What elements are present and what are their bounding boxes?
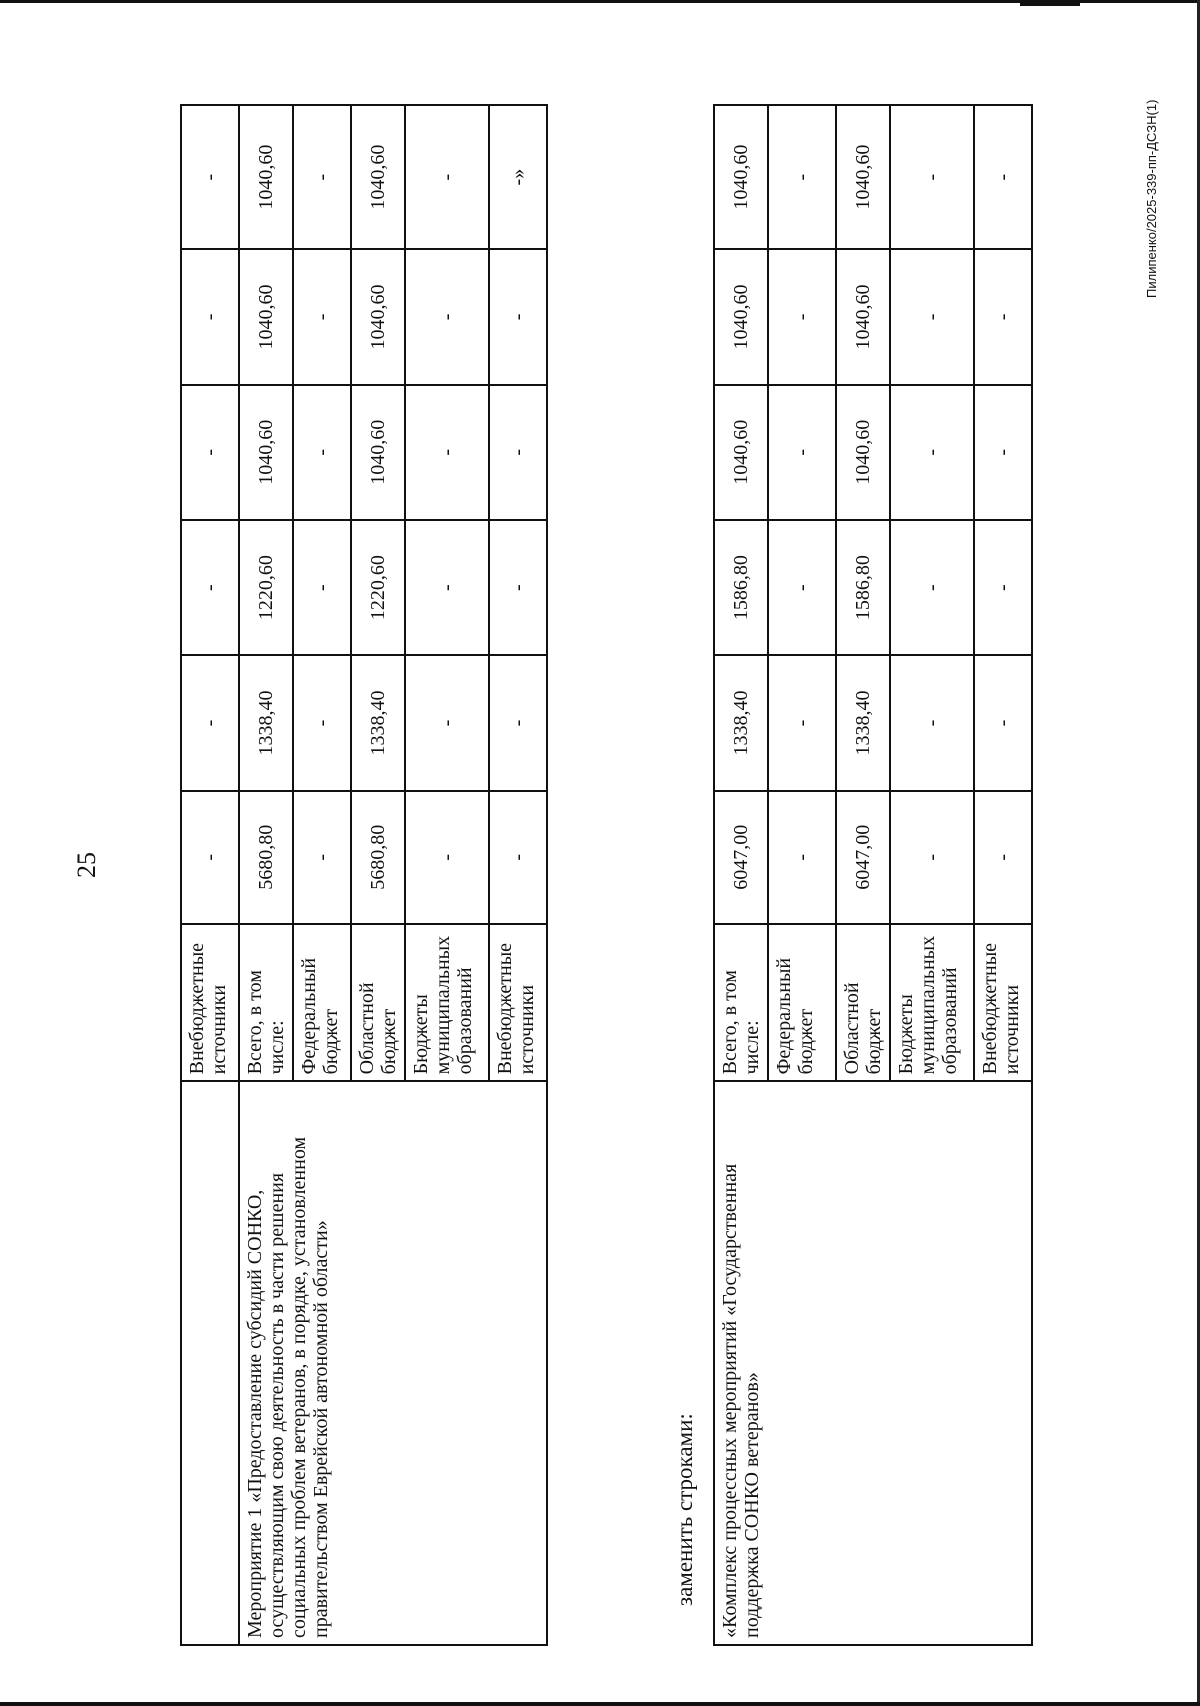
value-cell: 1338,40 — [351, 655, 405, 790]
table-complex — [713, 104, 1033, 1646]
value-cell: - — [405, 520, 489, 655]
source-cell: Федеральный бюджет — [293, 924, 351, 1082]
value-cell: - — [293, 249, 351, 384]
value-cell: 1586,80 — [836, 520, 890, 655]
value-cell: - — [293, 105, 351, 249]
value-cell: - — [974, 791, 1032, 924]
value-cell: - — [489, 249, 547, 384]
value-cell: - — [405, 105, 489, 249]
value-cell: -» — [489, 105, 547, 249]
value-cell: 1220,60 — [351, 520, 405, 655]
value-cell: 1040,60 — [714, 249, 768, 384]
value-cell: - — [890, 520, 974, 655]
value-cell: - — [768, 105, 836, 249]
value-cell: - — [768, 385, 836, 520]
value-cell: 1040,60 — [239, 249, 293, 384]
value-cell: - — [768, 791, 836, 924]
value-cell: - — [181, 385, 239, 520]
value-cell: - — [405, 249, 489, 384]
table-row — [714, 105, 768, 1645]
value-cell: - — [974, 105, 1032, 249]
value-cell: - — [974, 385, 1032, 520]
value-cell: - — [974, 249, 1032, 384]
source-cell: Областной бюджет — [351, 924, 405, 1082]
value-cell: - — [974, 520, 1032, 655]
value-cell: - — [768, 249, 836, 384]
value-cell: - — [293, 520, 351, 655]
source-cell: Внебюджетные источники — [489, 924, 547, 1082]
table-row — [181, 105, 239, 1645]
value-cell: 1040,60 — [714, 385, 768, 520]
source-cell: Бюджеты муниципальных образований — [405, 924, 489, 1082]
table-activity-1 — [180, 104, 548, 1646]
source-cell: Федеральный бюджет — [768, 924, 836, 1082]
source-cell: Внебюджетные источники — [181, 924, 239, 1082]
page-number: 25 — [72, 852, 101, 878]
value-cell: - — [489, 791, 547, 924]
value-cell: - — [181, 105, 239, 249]
footer-document-code: Пилипенко/2025-339-пп-ДСЗН(1) — [1144, 99, 1159, 298]
value-cell: 1586,80 — [714, 520, 768, 655]
value-cell: - — [405, 385, 489, 520]
value-cell: - — [768, 520, 836, 655]
value-cell: 1040,60 — [836, 385, 890, 520]
source-cell: Всего, в том числе: — [714, 924, 768, 1082]
value-cell: 6047,00 — [714, 791, 768, 924]
value-cell: - — [890, 105, 974, 249]
value-cell: - — [489, 655, 547, 790]
value-cell: 1338,40 — [836, 655, 890, 790]
value-cell: 1338,40 — [714, 655, 768, 790]
value-cell: 6047,00 — [836, 791, 890, 924]
value-cell: - — [293, 655, 351, 790]
value-cell: - — [890, 655, 974, 790]
source-cell: Областной бюджет — [836, 924, 890, 1082]
value-cell: - — [293, 385, 351, 520]
value-cell: - — [181, 655, 239, 790]
value-cell: 1220,60 — [239, 520, 293, 655]
value-cell: 1040,60 — [239, 385, 293, 520]
value-cell: - — [181, 249, 239, 384]
empty-label-cell — [181, 1081, 239, 1645]
source-cell: Внебюджетные источники — [974, 924, 1032, 1082]
value-cell: - — [489, 520, 547, 655]
value-cell: 5680,80 — [239, 791, 293, 924]
value-cell: 1040,60 — [714, 105, 768, 249]
value-cell: 1040,60 — [351, 385, 405, 520]
value-cell: 1338,40 — [239, 655, 293, 790]
value-cell: 1040,60 — [351, 249, 405, 384]
complex-label-cell: «Комплекс процессных мероприятий «Государственная поддержка СОНКО ветеранов» — [714, 1081, 1032, 1645]
value-cell: - — [489, 385, 547, 520]
value-cell: 1040,60 — [351, 105, 405, 249]
table-row — [239, 105, 293, 1645]
source-cell: Всего, в том числе: — [239, 924, 293, 1082]
value-cell: 1040,60 — [239, 105, 293, 249]
value-cell: 5680,80 — [351, 791, 405, 924]
source-cell: Бюджеты муниципальных образований — [890, 924, 974, 1082]
value-cell: - — [181, 791, 239, 924]
value-cell: - — [768, 655, 836, 790]
value-cell: - — [293, 791, 351, 924]
value-cell: - — [974, 655, 1032, 790]
value-cell: - — [405, 791, 489, 924]
replace-caption: заменить строками: — [672, 1413, 697, 1606]
value-cell: 1040,60 — [836, 249, 890, 384]
value-cell: - — [890, 385, 974, 520]
value-cell: - — [890, 791, 974, 924]
activity-label-cell: Мероприятие 1 «Предоставление субсидий СОНКО, осуществляющим свою деятельность в части решения социальных проблем ветеранов, в порядке, установленном правительством Еврейской автономной области» — [239, 1081, 547, 1645]
value-cell: 1040,60 — [836, 105, 890, 249]
value-cell: - — [890, 249, 974, 384]
value-cell: - — [181, 520, 239, 655]
value-cell: - — [405, 655, 489, 790]
